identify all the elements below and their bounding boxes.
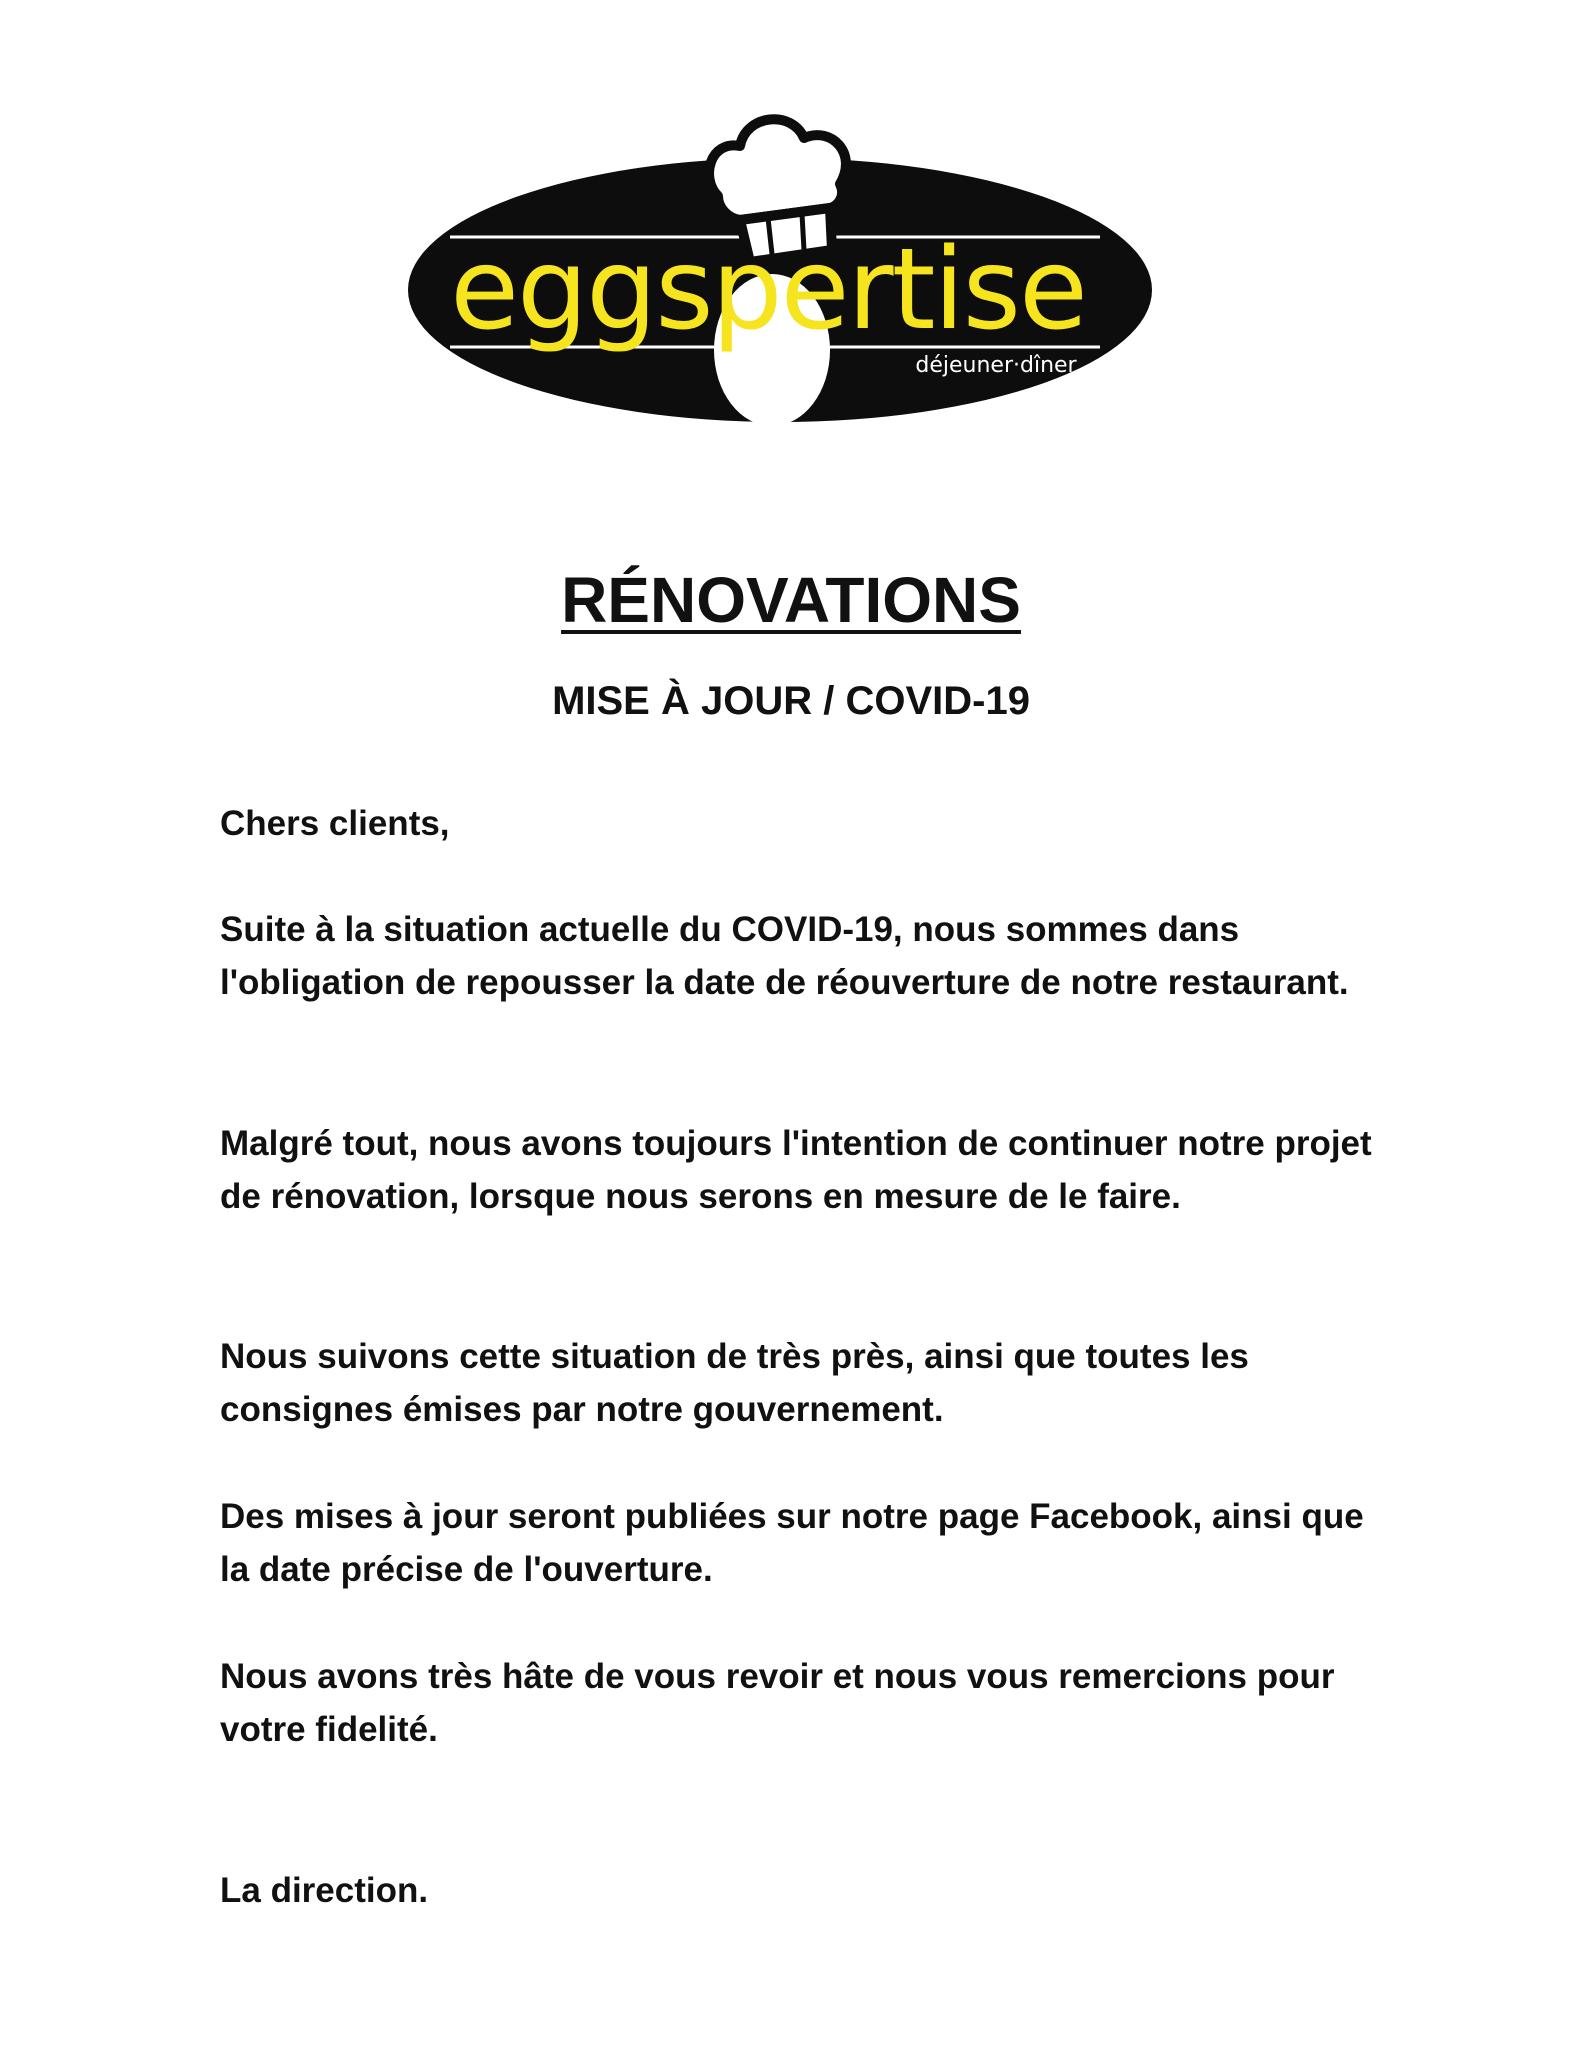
paragraph-facebook-updates: Des mises à jour seront publiées sur notre page Facebook, ainsi que la date précise de l'ouverture. bbox=[220, 1497, 1364, 1589]
greeting: Chers clients, bbox=[220, 804, 450, 843]
eggspertise-logo bbox=[400, 92, 1160, 432]
paragraph-thank-you: Nous avons très hâte de vous revoir et nous vous remercions pour votre fidelité. bbox=[220, 1657, 1335, 1749]
signature: La direction. bbox=[220, 1871, 429, 1910]
page-title-text: RÉNOVATIONS bbox=[561, 564, 1021, 636]
logo-graphic bbox=[400, 92, 1160, 432]
logo-tagline: déjeuner·dîner bbox=[915, 353, 1077, 378]
page-title bbox=[0, 562, 1582, 638]
page-subtitle: MISE À JOUR / COVID-19 bbox=[552, 679, 1030, 723]
logo-wordmark: eggspertise bbox=[450, 225, 1086, 355]
paragraph-covid-situation: Suite à la situation actuelle du COVID-19, nous sommes dans l'obligation de repousser la date de réouverture de notre restaurant. bbox=[220, 910, 1349, 1002]
paragraph-renovation-intent: Malgré tout, nous avons toujours l'intention de continuer notre projet de rénovation, lorsque nous serons en mesure de le faire. bbox=[220, 1124, 1372, 1216]
paragraph-following-situation: Nous suivons cette situation de très près, ainsi que toutes les consignes émises par notre gouvernement. bbox=[220, 1337, 1249, 1429]
